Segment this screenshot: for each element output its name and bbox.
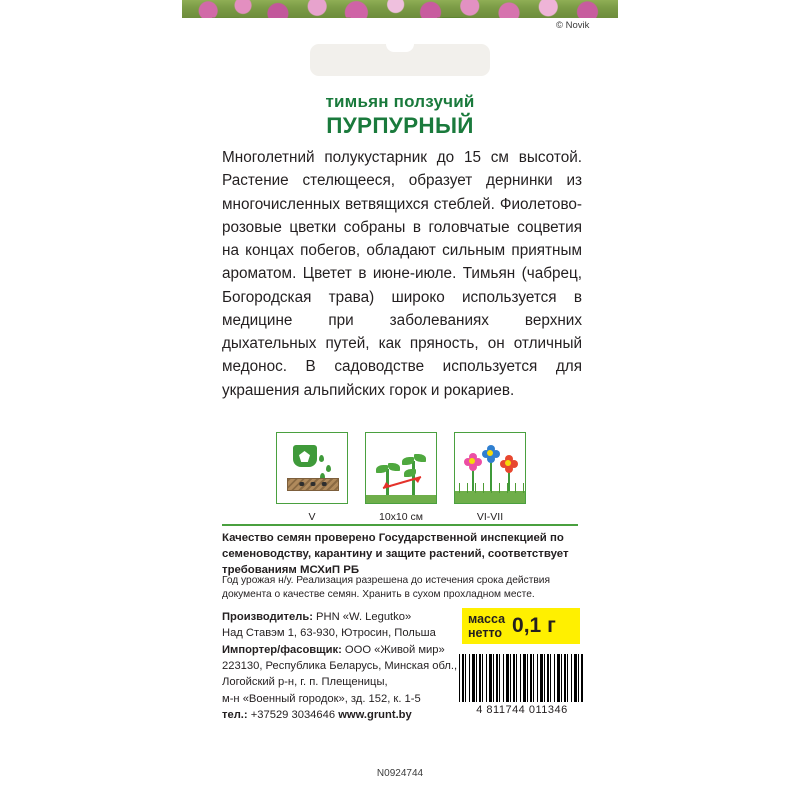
website-link[interactable]: www.grunt.by bbox=[338, 709, 412, 722]
divider bbox=[222, 524, 578, 526]
quality-note: Качество семян проверено Государственной инспекцией по семеноводству, карантину и защите растений, соответствует требованиям МСХиП РБ bbox=[222, 532, 569, 577]
hang-hole-notch bbox=[386, 43, 414, 52]
seed-drop-2 bbox=[326, 465, 331, 472]
contact-line bbox=[222, 707, 472, 723]
pictogram-flowering bbox=[454, 432, 526, 523]
pictogram-flowering-caption: VI-VII bbox=[476, 511, 504, 523]
producer-line bbox=[222, 609, 472, 625]
barcode-digits: 4 811744 011346 bbox=[476, 704, 568, 716]
seed-packet-shape bbox=[293, 445, 317, 467]
importer-address-line-3: м-н «Военный городок», зд. 152, к. 1-5 bbox=[222, 692, 421, 705]
sprout-right-leaf-b bbox=[414, 454, 426, 462]
flower-3 bbox=[500, 455, 518, 473]
sprout-left-leaf-b bbox=[388, 463, 400, 471]
producer-value: PHN «W. Legutko» bbox=[312, 611, 412, 623]
importer-value: ООО «Живой мир» bbox=[341, 643, 445, 656]
hang-hole-tab bbox=[310, 44, 490, 76]
net-mass-value: 0,1 г bbox=[512, 614, 556, 637]
net-mass-label bbox=[468, 612, 505, 640]
net-mass-label-line-1: масса bbox=[468, 612, 506, 626]
barcode-icon bbox=[459, 654, 583, 702]
flower-photo-strip bbox=[182, 0, 618, 18]
description-text: Многолетний полукустарник до 15 см высотой. Растение стелющееся, образует дернинки из многочисленных ветвящихся стеблей. Фиолетово-розовые цветки собраны в головчатые соцветия на концах побегов, обладают сильным приятным ароматом. Цветет в июне-июле. Тимьян (чабрец, Богородская трава) широко используется в медицине при заболеваниях верхних дыхательных путей, как пряность, он отличный медонос. В садоводстве используется для украшения альпийских горок и рокариев. bbox=[222, 149, 582, 399]
article-number: N0924744 bbox=[376, 768, 424, 779]
producer-address: Над Ставэм 1, 63-930, Ютросин, Польша bbox=[222, 627, 436, 640]
page-title bbox=[0, 92, 800, 139]
pictogram-sowing bbox=[276, 432, 348, 523]
flowering-period-icon bbox=[454, 432, 526, 504]
foliage-decoration bbox=[182, 0, 618, 18]
sowing-icon bbox=[276, 432, 348, 504]
title-variety: ПУРПУРНЫЙ bbox=[326, 113, 474, 138]
net-mass-label-line-2: нетто bbox=[468, 626, 503, 640]
producer-label: Производитель: bbox=[222, 611, 313, 623]
producer-block bbox=[222, 609, 472, 723]
title-species: тимьян ползучий bbox=[325, 92, 475, 111]
harvest-note: Год урожая н/у. Реализация разрешена до истечения срока действия документа о качестве семян. Хранить в сухом прохладном месте. bbox=[222, 575, 550, 601]
seed-drop-1 bbox=[319, 455, 324, 462]
importer-label: Импортер/фасовщик: bbox=[222, 643, 342, 656]
phone-label: тел.: bbox=[222, 709, 248, 722]
ground-line bbox=[366, 495, 436, 503]
pictogram-spacing bbox=[365, 432, 437, 523]
importer-address-line-1: 223130, Республика Беларусь, Минская обл., bbox=[222, 660, 458, 673]
pictogram-row bbox=[276, 432, 526, 523]
pictogram-sowing-caption: V bbox=[308, 511, 316, 523]
spacing-arrow-icon bbox=[380, 475, 420, 489]
importer-address-line-2: Логойский р-н, г. п. Плещеницы, bbox=[222, 676, 388, 689]
importer-line bbox=[222, 642, 472, 658]
pictogram-spacing-caption: 10x10 см bbox=[379, 511, 423, 523]
phone-value: +37529 3034646 bbox=[247, 709, 336, 722]
seeds-in-soil bbox=[297, 482, 329, 486]
copyright-label: © Novik bbox=[556, 20, 590, 31]
plant-spacing-icon bbox=[365, 432, 437, 504]
flower-2 bbox=[482, 445, 500, 463]
net-mass-badge bbox=[462, 608, 580, 644]
flower-1 bbox=[464, 453, 482, 471]
